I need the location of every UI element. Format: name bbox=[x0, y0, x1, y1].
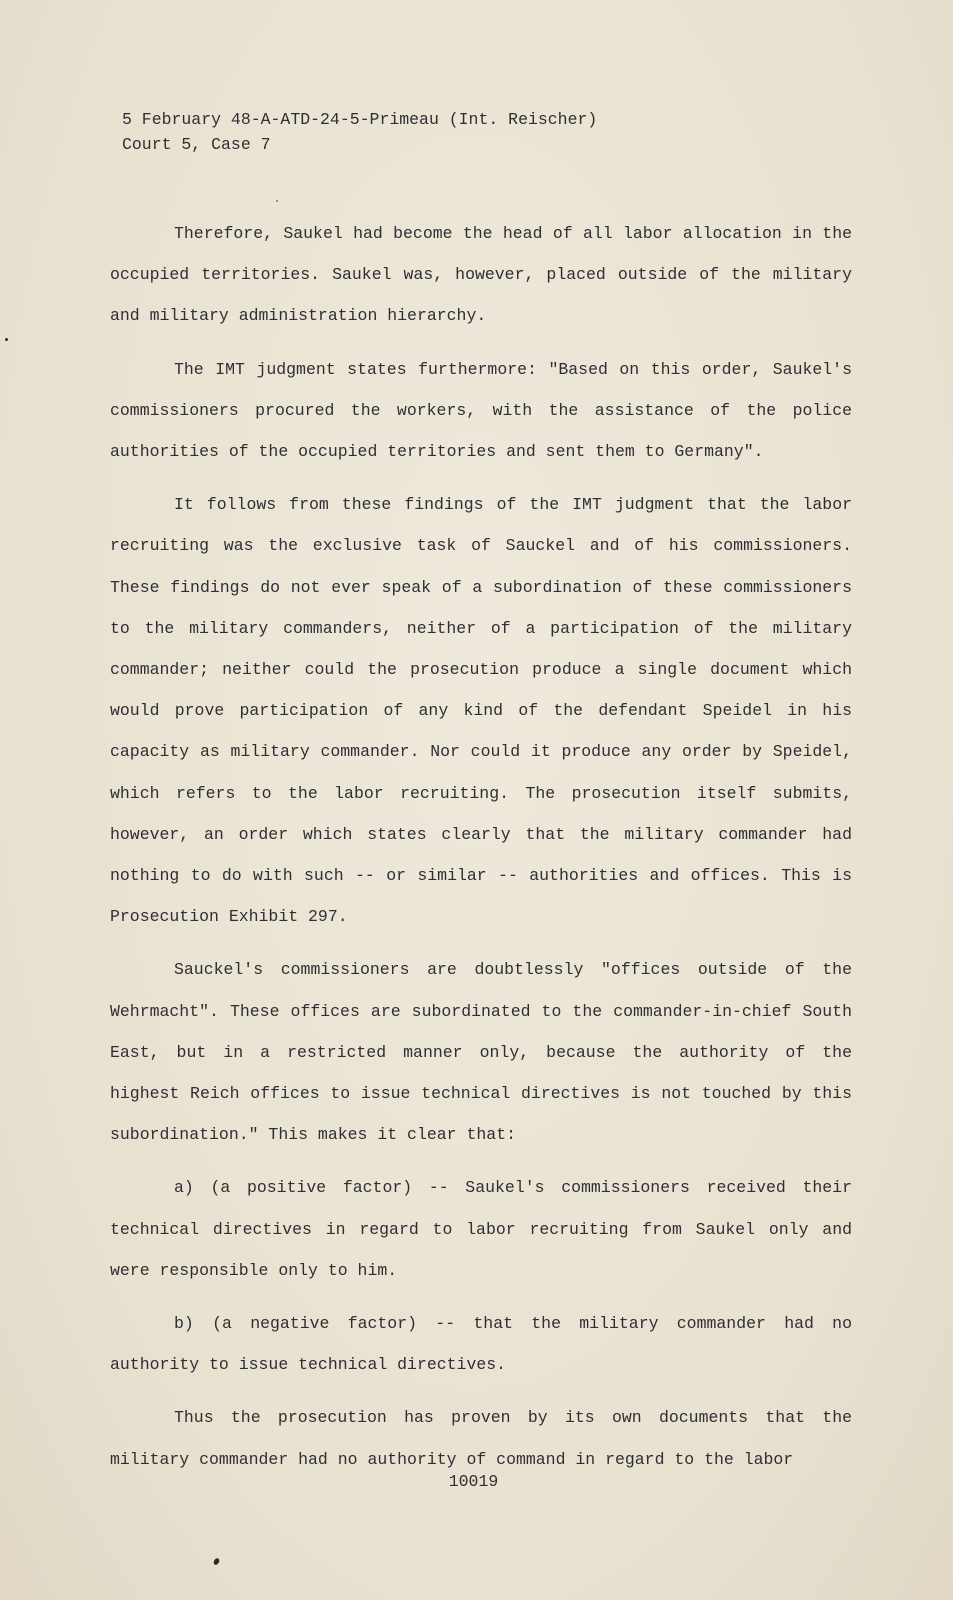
paragraph-1: Therefore, Saukel had become the head of all labor allocation in the occupied territories. Saukel was, however, placed outside of the military and military administration hierarchy. bbox=[110, 224, 852, 326]
paragraph-2: The IMT judgment states furthermore: "Based on this order, Saukel's commissioners procured the workers, with the assistance of the police authorities of the occupied territories and sent them to Germany". bbox=[110, 359, 852, 462]
header-court-case: Court 5, Case 7 bbox=[122, 135, 271, 154]
page-number bbox=[0, 1472, 953, 1491]
paragraph-5: a) (a positive factor) -- Saukel's commissioners received their technical directives in regard to labor recruiting from Saukel only and were responsible only to him. bbox=[110, 1178, 852, 1280]
paragraph-4: Sauckel's commissioners are doubtlessly "offices outside of the Wehrmacht". These offices are subordinated to the commander-in-chief South East, but in a restricted manner only, because the authority of the highest Reich offices to issue technical directives is not touched by this subordination." This makes it clear that: bbox=[110, 960, 852, 1145]
document-header bbox=[122, 107, 882, 157]
document-body bbox=[110, 213, 852, 1492]
paragraph-3: It follows from these findings of the IMT judgment that the labor recruiting was the exclusive task of Sauckel and of his commissioners. These findings do not ever speak of a subordination of these commissioners to the military commanders, neither of a participation of the military commander; neither could the prosecution produce a single document which would prove participation of any kind of the defendant Speidel in his capacity as military commander. Nor could it produce any order by Speidel, which refers to the labor recruiting. The prosecution itself submits, however, an order which states clearly that the military commander had nothing to do with such -- or similar -- authorities and offices. This is Prosecution Exhibit 297. bbox=[110, 495, 852, 927]
page-number-text: 10019 bbox=[448, 1472, 499, 1491]
ink-speck bbox=[276, 200, 278, 202]
paragraph-7: Thus the prosecution has proven by its own documents that the military commander had no authority of command in regard to the labor bbox=[110, 1408, 852, 1469]
ink-speck bbox=[5, 338, 8, 341]
header-date-reference: 5 February 48-A-ATD-24-5-Primeau (Int. Reischer) bbox=[122, 110, 598, 129]
paragraph-6: b) (a negative factor) -- that the military commander had no authority to issue technical directives. bbox=[110, 1314, 852, 1375]
ink-speck bbox=[213, 1557, 221, 1566]
